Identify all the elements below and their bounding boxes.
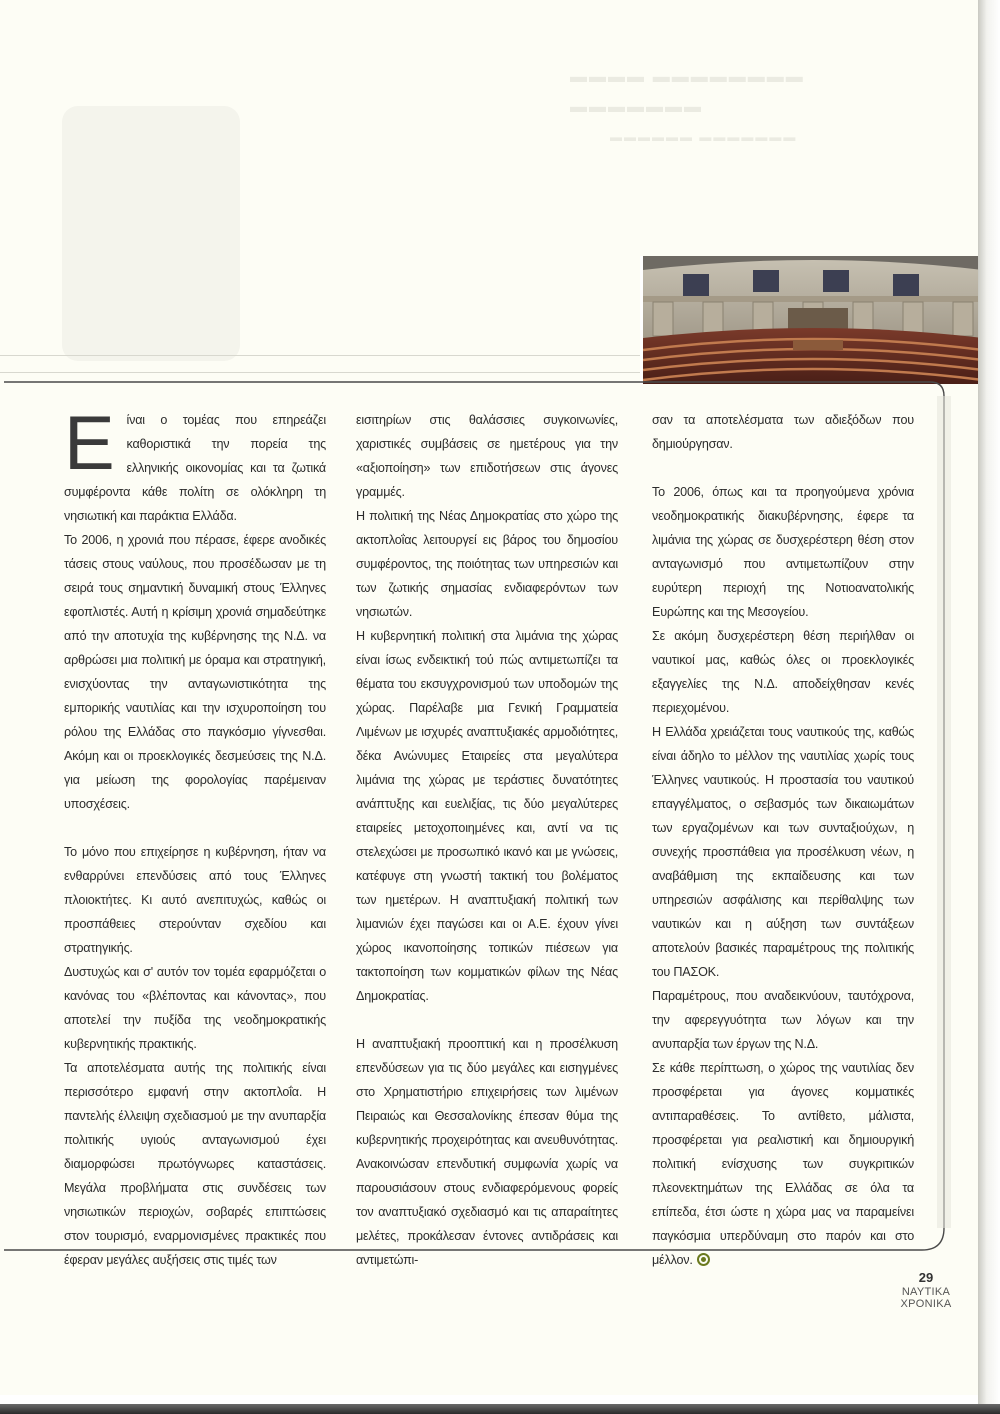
article-column-2 xyxy=(356,408,618,1272)
col3-paragraph-5: Παραμέτρους, που αναδεικνύουν, ταυτόχρονα, την αφερεγγυότητα των λόγων και την ανυπαρξία των έργων της Ν.Δ. xyxy=(652,989,914,1051)
col3-paragraph-2: Το 2006, όπως και τα προηγούμενα χρόνια νεοδημοκρατικής διακυβέρνησης, έφερε τα λιμάνια της χώρας σε δυσχερέστερη θέση στον ανταγωνισμό που αντιμετωπίζουν στην ευρύτερη περιοχή της Νοτιοανατολικής Ευρώπης και της Μεσογείου. xyxy=(652,485,914,619)
col1-paragraph-5: Τα αποτελέσματα αυτής της πολιτικής είναι περισσότερο εμφανή στην ακτοπλοΐα. Η παντελής έλλειψη σχεδιασμού με την ανυπαρξία πολιτικής υγιούς ανταγωνισμού έχει διαμορφώσει πρωτόγνωρες καταστάσεις. Μεγάλα προβλήματα στις συνδέσεις των νησιωτικών περιοχών, σοβαρές επιπτώσεις στον τουρισμό, εναρμονισμένες πρακτικές που έφεραν μεγάλες αυξήσεις στις τιμές των xyxy=(64,1061,326,1267)
col1-paragraph-1: ίναι ο τομέας που επηρεάζει καθοριστικά την πορεία της ελληνικής οικονομίας και τα ζωτικά συμφέροντα κάθε πολίτη σε ολόκληρη τη νησιωτική και παράκτια Ελλάδα. xyxy=(64,413,326,523)
col3-paragraph-6: Σε κάθε περίπτωση, ο χώρος της ναυτιλίας δεν προσφέρεται για άγονες κομματικές αντιπαραθέσεις. Το αντίθετο, μάλιστα, προσφέρεται για ρεαλιστική και δημιουργική πολιτική ενίσχυσης των συγκριτικών πλεονεκτημάτων της Ελλάδας σε όλα τα επίπεδα, έτσι ώστε η χώρα μας να παραμείνει παγκόσμια υπερδύναμη στο παρόν και στο μέλλον. xyxy=(652,1061,914,1267)
col1-paragraph-4: Δυστυχώς και σ' αυτόν τον τομέα εφαρμόζεται ο κανόνας του «βλέποντας και κάνοντας», που αποτελεί την πυξίδα της νεοδημοκρατικής κυβερνητικής πρακτικής. xyxy=(64,965,326,1051)
page-right-edge-shadow xyxy=(978,0,1000,1414)
page-folio xyxy=(888,1270,964,1310)
col2-paragraph-3: Η κυβερνητική πολιτική στα λιμάνια της χώρας είναι ίσως ενδεικτική τού πώς αντιμετωπίζει τα θέματα του εκσυγχρονισμού των υποδομών της χώρας. Παρέλαβε μια Γενική Γραμματεία Λιμένων με ισχυρές αναπτυξιακές αρμοδιότητες, δέκα Ανώνυμες Εταιρείες στα μεγαλύτερα λιμάνια της χώρας με τεράστιες δυνατότητες ανάπτυξης και ευελιξίας, τις δύο μεγαλύτερες εταιρείες μετοχοποιημένες και, αντί να τις στελεχώσει με προσωπικό ικανό και με γνώσεις, κατέφυγε στη γνωστή τακτική του βολέματος των ημετέρων. Η αναπτυξιακή πολιτική των λιμανιών έχει παγώσει και οι Α.Ε. έχουν γίνει χώρος ικανοποίησης τοπικών πιέσεων για τακτοποίηση των κομματικών φίλων της Νέας Δημοκρατίας. xyxy=(356,629,618,1003)
faded-show-through-header: ▬▬▬▬ ▬▬▬▬▬▬▬▬ ▬▬▬▬▬▬▬ ▬▬▬▬▬▬ ▬▬▬▬▬▬▬ xyxy=(570,67,805,144)
col1-paragraph-2: Το 2006, η χρονιά που πέρασε, έφερε ανοδικές τάσεις στους ναύλους, που προσέδωσαν με τη σειρά τους σημαντική δυναμική στους Έλληνες εφοπλιστές. Αυτή η κρίσιμη χρονιά σημαδεύτηκε από την αποτυχία της κυβέρνησης της Ν.Δ. να αρθρώσει μια πολιτική με όραμα και στρατηγική, ενισχύοντας την ανταγωνιστικότητα της εμπορικής ναυτιλίας και την ισχυροποίηση του ρόλου της Ελλάδας στο παγκόσμιο γίγνεσθαι. Ακόμη και οι προεκλογικές δεσμεύσεις της Ν.Δ. για μείωση της φορολογίας παρέμειναν υποσχέσεις. xyxy=(64,533,326,811)
col2-paragraph-2: Η πολιτική της Νέας Δημοκρατίας στο χώρο της ακτοπλοΐας λειτουργεί εις βάρος του δημοσίου συμφέροντος, της ποιότητας των υπηρεσιών και των ζωτικής σημασίας ενδιαφερόντων των νησιωτών. xyxy=(356,509,618,619)
scan-bottom-edge xyxy=(0,1404,1000,1414)
page-number: 29 xyxy=(918,1270,934,1285)
col3-paragraph-4: Η Ελλάδα χρειάζεται τους ναυτικούς της, καθώς είναι άδηλο το μέλλον της ναυτιλίας χωρίς τους Έλληνες ναυτικούς. Η προστασία του ναυτικού επαγγέλματος, ο σεβασμός των δικαιωμάτων των εργαζομένων και των συνταξιούχων, η συνεχής προσπάθεια για προσέλκυση νέων, η αναβάθμιση της εκπαίδευσης και των υπηρεσιών ασφάλισης και περίθαλψης των ναυτικών και η αύξηση των συντάξεων αποτελούν βασικές παραμέτρους της πολιτικής του ΠΑΣΟΚ. xyxy=(652,725,914,979)
publication-name-line-2: ΧΡΟΝΙΚΑ xyxy=(900,1298,952,1310)
col3-paragraph-3: Σε ακόμη δυσχερέστερη θέση περιήλθαν οι ναυτικοί μας, καθώς όλες οι προεκλογικές εξαγγελίες της Ν.Δ. αποδείχθησαν κενές περιεχομένου. xyxy=(652,629,914,715)
publication-name-line-1: ΝΑΥΤΙΚΑ xyxy=(901,1286,951,1298)
article-column-1 xyxy=(64,401,326,1272)
article-column-3 xyxy=(652,408,914,1272)
col2-paragraph-4: Η αναπτυξιακή προοπτική και η προσέλκυση επενδύσεων για τις δύο μεγάλες και εισηγμένες στο Χρηματιστήριο επιχειρήσεις των λιμένων Πειραιώς και Θεσσαλονίκης έπεσαν θύμα της κυβερνητικής προχειρότητας και ανευθυνότητας. Ανακοινώσαν επενδυτική συμφωνία χωρίς να παρουσιάσουν στους ενδιαφερόμενους φορείς τον αναπτυξιακό σχεδιασμό και τις απαραίτητες μελέτες, προκάλεσαν έντονες αντιδράσεις και αντιμετώπι- xyxy=(356,1037,618,1267)
col1-paragraph-3: Το μόνο που επιχείρησε η κυβέρνηση, ήταν να ενθαρρύνει επενδύσεις από τους Έλληνες πλοιοκτήτες. Κι αυτό ανεπιτυχώς, καθώς οι προσπάθειες στερούνταν σχεδίου και στρατηγικής. xyxy=(64,845,326,955)
col2-paragraph-1: εισιτηρίων στις θαλάσσιες συγκοινωνίες, χαριστικές συμβάσεις σε ημετέρους για την «αξιοποίηση» των επιδοτήσεων στις άγονες γραμμές. xyxy=(356,413,618,499)
col3-paragraph-1: σαν τα αποτελέσματα των αδιεξόδων που δημιούργησαν. xyxy=(652,413,914,451)
end-of-article-icon xyxy=(697,1253,710,1266)
drop-cap: Ε xyxy=(64,401,115,486)
